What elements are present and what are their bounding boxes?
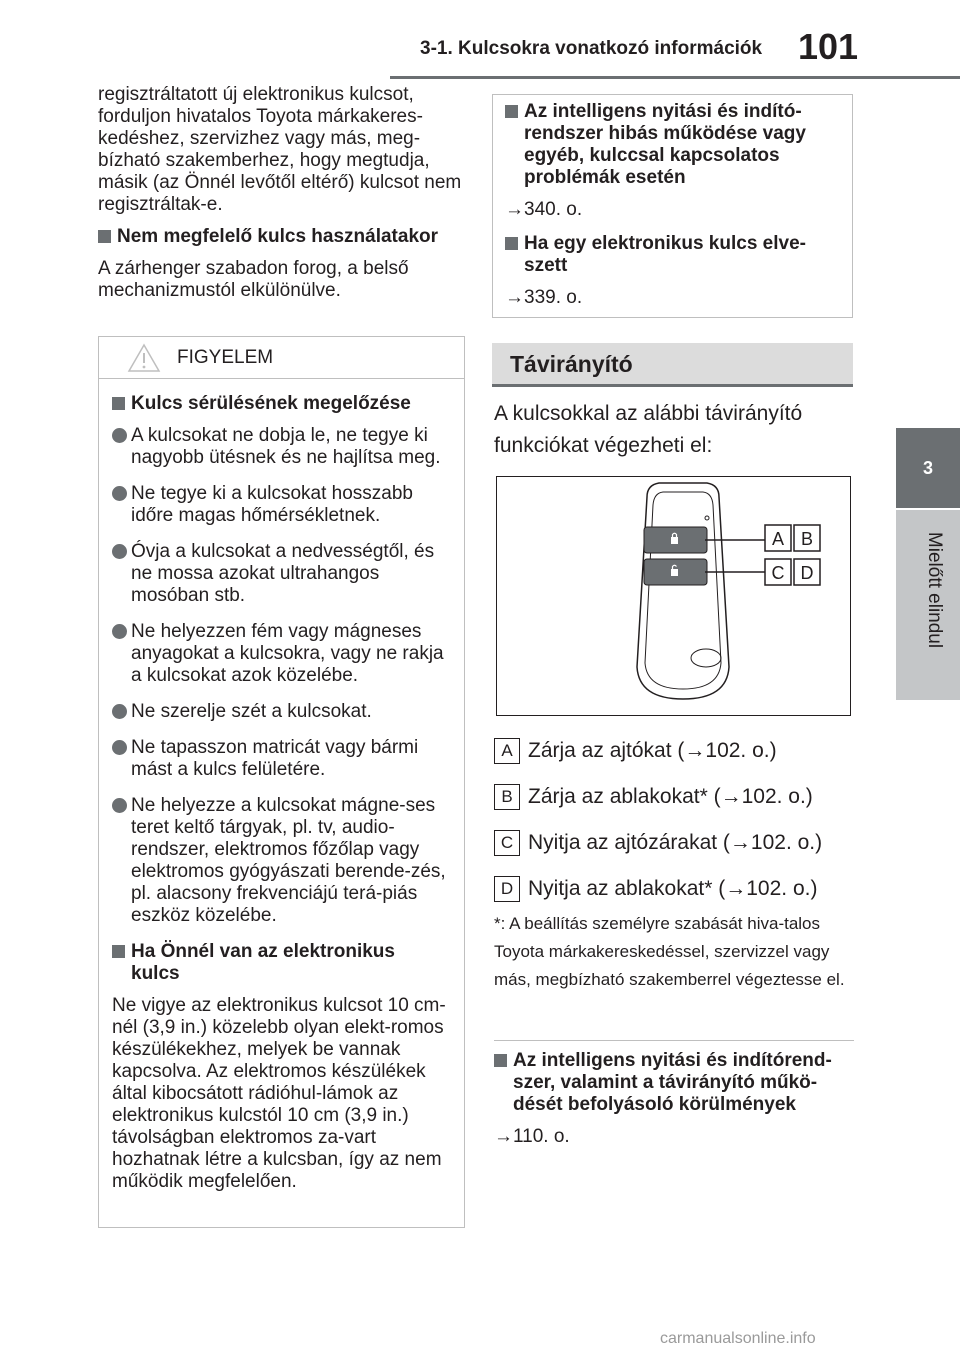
svg-text:A: A xyxy=(771,529,785,549)
square-bullet-icon xyxy=(505,237,518,250)
chapter-tab-label: Mielőtt elindul xyxy=(924,531,945,649)
wrong-key-heading: Nem megfelelő kulcs használatakor xyxy=(98,226,468,248)
lost-key-heading: Ha egy elektronikus kulcs elve-szett xyxy=(505,233,842,277)
round-bullet-icon xyxy=(112,544,127,559)
function-tag: C xyxy=(494,830,520,856)
chapter-title: 3-1. Kulcsokra vonatkozó információk xyxy=(420,38,763,59)
key-fob-illustration xyxy=(497,477,850,715)
warning-bullet: Ne helyezzen fém vagy mágneses anyagokat a kulcsokra, vagy ne rakja a kulcsokat azok közelébe. xyxy=(112,621,448,687)
function-tag: B xyxy=(494,784,520,810)
warning-triangle-icon xyxy=(127,343,161,373)
carry-key-text: Ne vigye az elektronikus kulcsot 10 cm-nél (3,9 in.) közelebb olyan elekt-romos készülékekhez, melyek be vannak kapcsolva. Az elektromos készülékek által kibocsátott rádióhul-lámok az elektronikus kulcstól 10 cm (3,9 in.) távolságban elektromos za-vart hozhatnak létre a kulcsban, így az nem működik megfelelően. xyxy=(112,995,446,1192)
footnote xyxy=(494,910,854,994)
function-item xyxy=(494,774,854,820)
square-bullet-icon xyxy=(494,1054,507,1067)
svg-text:B: B xyxy=(800,529,814,549)
callout-c xyxy=(765,559,791,585)
warning-body xyxy=(99,379,464,1193)
svg-text:D: D xyxy=(800,563,814,583)
warning-label: FIGYELEM xyxy=(177,347,274,368)
round-bullet-icon xyxy=(112,740,127,755)
function-text: Nyitja az ablakokat* (→102. o.) xyxy=(528,877,818,900)
left-column xyxy=(98,84,468,312)
round-bullet-icon xyxy=(112,428,127,443)
function-tag: A xyxy=(494,738,520,764)
watermark: carmanualsonline.info xyxy=(660,1330,816,1347)
warning-bullet: Óvja a kulcsokat a nedvességtől, és ne mossa azokat ultrahangos mosóban stb. xyxy=(112,541,448,607)
callout-d xyxy=(794,559,820,585)
damage-heading: Kulcs sérülésének megelőzése xyxy=(112,393,448,415)
key-fob-figure xyxy=(496,476,851,716)
warning-bullet: Ne tapasszon matricát vagy bármi mást a kulcs felületére. xyxy=(112,737,448,781)
function-item xyxy=(494,820,854,866)
remote-functions xyxy=(494,728,854,912)
lost-key-page-ref: →339. o. xyxy=(505,287,583,308)
function-tag: D xyxy=(494,876,520,902)
footnote-mark: *: xyxy=(494,914,506,933)
square-bullet-icon xyxy=(112,397,125,410)
round-bullet-icon xyxy=(112,704,127,719)
function-item xyxy=(494,866,854,912)
svg-text:C: C xyxy=(771,563,785,583)
malfunction-page-ref: →340. o. xyxy=(505,199,583,220)
warning-box xyxy=(98,336,465,1228)
warning-bullet: Ne tegye ki a kulcsokat hosszabb időre magas hőmérsékletnek. xyxy=(112,483,448,527)
conditions-block xyxy=(494,1050,854,1160)
warning-header xyxy=(99,337,464,379)
warning-bullet: Ne helyezze a kulcsokat mágne-ses teret keltő tárgyak, pl. tv, audio-rendszer, elektromos főzőlap vagy elektromos gyógyászati berende-zés, pl. alacsony frekvenciájú terá-piás eszköz közelébe. xyxy=(112,795,448,927)
warning-bullet: Ne szerelje szét a kulcsokat. xyxy=(112,701,448,723)
page-header xyxy=(0,0,960,80)
intro-paragraph: regisztráltatott új elektronikus kulcsot, forduljon hivatalos Toyota márkakeres-kedéshez, szervizhez vagy más, meg-bízható szakemberhez, hogy megtudja, másik (az Önnél levőtől eltérő) kulcsot nem regisztráltak-e. xyxy=(98,84,462,215)
callout-a xyxy=(765,525,791,551)
square-bullet-icon xyxy=(112,945,125,958)
conditions-page-ref: →110. o. xyxy=(494,1126,570,1147)
page-number: 101 xyxy=(798,26,859,67)
function-text: Zárja az ablakokat* (→102. o.) xyxy=(528,785,813,808)
square-bullet-icon xyxy=(98,230,111,243)
section-title: Távirányító xyxy=(510,351,633,377)
warning-bullet: A kulcsokat ne dobja le, ne tegye ki nagyobb ütésnek és ne hajlítsa meg. xyxy=(112,425,448,469)
round-bullet-icon xyxy=(112,624,127,639)
square-bullet-icon xyxy=(505,105,518,118)
remote-intro: A kulcsokkal az alábbi távirányító funkciókat végezheti el: xyxy=(494,402,803,457)
round-bullet-icon xyxy=(112,798,127,813)
callout-b xyxy=(794,525,820,551)
function-text: Nyitja az ajtózárakat (→102. o.) xyxy=(528,831,823,854)
conditions-heading: Az intelligens nyitási és indítórend-szer, valamint a távirányító műkö-dését befolyásoló körülmények xyxy=(494,1050,854,1116)
carry-key-heading: Ha Önnél van az elektronikus kulcs xyxy=(112,941,448,985)
section-divider xyxy=(494,1040,854,1041)
header-divider xyxy=(390,76,960,79)
function-text: Zárja az ajtókat (→102. o.) xyxy=(528,739,777,762)
malfunction-heading: Az intelligens nyitási és indító-rendszer hibás működése vagy egyéb, kulccsal kapcsolatos problémák esetén xyxy=(505,101,842,189)
reference-box xyxy=(492,94,853,318)
function-item xyxy=(494,728,854,774)
chapter-tab-number: 3 xyxy=(922,458,933,478)
footnote-text: A beállítás személyre szabását hiva-talos Toyota márkakereskedéssel, szervizzel vagy más, megbízható szakemberrel végeztesse el. xyxy=(494,914,845,989)
round-bullet-icon xyxy=(112,486,127,501)
wrong-key-text: A zárhenger szabadon forog, a belső mechanizmustól elkülönülve. xyxy=(98,258,409,301)
section-heading xyxy=(492,343,853,387)
chapter-tab xyxy=(896,428,960,508)
